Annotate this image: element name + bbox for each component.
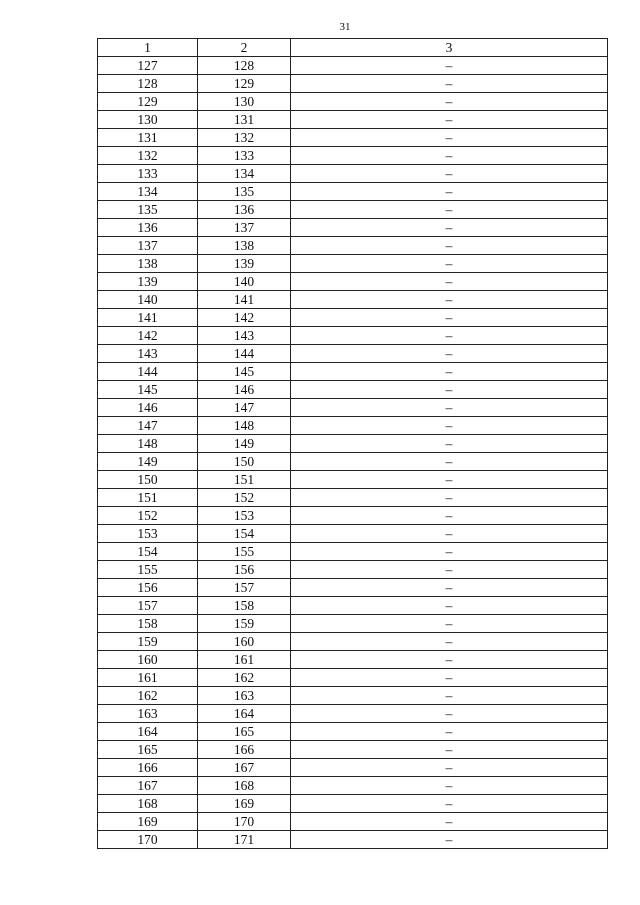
table-cell-col-3: – bbox=[291, 183, 608, 201]
table-cell-col-1: 131 bbox=[98, 129, 198, 147]
table-row bbox=[98, 453, 608, 471]
table-row bbox=[98, 759, 608, 777]
table-cell-col-3: – bbox=[291, 831, 608, 849]
table-cell-col-3: – bbox=[291, 111, 608, 129]
table-row bbox=[98, 111, 608, 129]
table-cell-col-3: – bbox=[291, 543, 608, 561]
table-cell-col-3: – bbox=[291, 381, 608, 399]
table-cell-col-1: 168 bbox=[98, 795, 198, 813]
table-row bbox=[98, 75, 608, 93]
table-cell-col-2: 140 bbox=[198, 273, 291, 291]
table-row bbox=[98, 615, 608, 633]
table-cell-col-2: 147 bbox=[198, 399, 291, 417]
table-cell-col-1: 130 bbox=[98, 111, 198, 129]
table-cell-col-1: 134 bbox=[98, 183, 198, 201]
page-number: 31 bbox=[339, 21, 351, 33]
table-cell-col-3: – bbox=[291, 309, 608, 327]
table-cell-col-3: – bbox=[291, 165, 608, 183]
table-cell-col-3: – bbox=[291, 435, 608, 453]
table-cell-col-2: 152 bbox=[198, 489, 291, 507]
table-cell-col-2: 130 bbox=[198, 93, 291, 111]
table-cell-col-2: 169 bbox=[198, 795, 291, 813]
table-cell-col-1: 133 bbox=[98, 165, 198, 183]
table-row bbox=[98, 597, 608, 615]
table-row bbox=[98, 165, 608, 183]
table-cell-col-2: 158 bbox=[198, 597, 291, 615]
table-cell-col-2: 132 bbox=[198, 129, 291, 147]
table-cell-col-3: – bbox=[291, 633, 608, 651]
table-cell-col-3: – bbox=[291, 525, 608, 543]
table-cell-col-2: 161 bbox=[198, 651, 291, 669]
table-row bbox=[98, 435, 608, 453]
table-cell-col-1: 150 bbox=[98, 471, 198, 489]
table-cell-col-3: – bbox=[291, 723, 608, 741]
table-cell-col-3: – bbox=[291, 507, 608, 525]
table-row bbox=[98, 705, 608, 723]
table-cell-col-2: 159 bbox=[198, 615, 291, 633]
table-cell-col-2: 145 bbox=[198, 363, 291, 381]
table-cell-col-1: 151 bbox=[98, 489, 198, 507]
table-row bbox=[98, 363, 608, 381]
table-row bbox=[98, 723, 608, 741]
table-cell-col-1: 167 bbox=[98, 777, 198, 795]
table-row bbox=[98, 579, 608, 597]
table-cell-col-3: – bbox=[291, 399, 608, 417]
table-cell-col-2: 154 bbox=[198, 525, 291, 543]
table-cell-col-3: – bbox=[291, 759, 608, 777]
table-row bbox=[98, 561, 608, 579]
table-cell-col-3: – bbox=[291, 741, 608, 759]
table-cell-col-3: – bbox=[291, 237, 608, 255]
table-cell-col-1: 166 bbox=[98, 759, 198, 777]
table-cell-col-3: – bbox=[291, 705, 608, 723]
table-cell-col-2: 156 bbox=[198, 561, 291, 579]
table-cell-col-2: 149 bbox=[198, 435, 291, 453]
table-cell-col-2: 139 bbox=[198, 255, 291, 273]
table-cell-col-2: 166 bbox=[198, 741, 291, 759]
table-cell-col-1: 159 bbox=[98, 633, 198, 651]
table-cell-col-1: 162 bbox=[98, 687, 198, 705]
table-cell-col-2: 148 bbox=[198, 417, 291, 435]
table-cell-col-2: 153 bbox=[198, 507, 291, 525]
table-cell-col-3: – bbox=[291, 453, 608, 471]
table-cell-col-1: 149 bbox=[98, 453, 198, 471]
table-cell-col-2: 155 bbox=[198, 543, 291, 561]
table-row bbox=[98, 327, 608, 345]
table-cell-col-2: 144 bbox=[198, 345, 291, 363]
table-cell-col-1: 156 bbox=[98, 579, 198, 597]
table-cell-col-3: – bbox=[291, 363, 608, 381]
table-row bbox=[98, 147, 608, 165]
table-cell-col-1: 161 bbox=[98, 669, 198, 687]
table-cell-col-3: – bbox=[291, 597, 608, 615]
table-cell-col-1: 142 bbox=[98, 327, 198, 345]
table-cell-col-1: 141 bbox=[98, 309, 198, 327]
table-cell-col-2: 171 bbox=[198, 831, 291, 849]
table-cell-col-3: – bbox=[291, 777, 608, 795]
table-cell-col-3: – bbox=[291, 327, 608, 345]
table-row bbox=[98, 795, 608, 813]
table-cell-col-1: 148 bbox=[98, 435, 198, 453]
table-cell-col-1: 169 bbox=[98, 813, 198, 831]
table-cell-col-1: 145 bbox=[98, 381, 198, 399]
table-cell-col-2: 134 bbox=[198, 165, 291, 183]
table-cell-col-1: 157 bbox=[98, 597, 198, 615]
table-cell-col-1: 135 bbox=[98, 201, 198, 219]
table-cell-col-2: 165 bbox=[198, 723, 291, 741]
table-cell-col-3: – bbox=[291, 651, 608, 669]
table-cell-col-3: – bbox=[291, 471, 608, 489]
table-row bbox=[98, 129, 608, 147]
table-row bbox=[98, 543, 608, 561]
table-row bbox=[98, 669, 608, 687]
column-header-2: 2 bbox=[198, 39, 291, 57]
column-header-3: 3 bbox=[291, 39, 608, 57]
table-row bbox=[98, 255, 608, 273]
table-cell-col-3: – bbox=[291, 345, 608, 363]
table-cell-col-1: 152 bbox=[98, 507, 198, 525]
table-cell-col-3: – bbox=[291, 561, 608, 579]
table-cell-col-1: 146 bbox=[98, 399, 198, 417]
table-cell-col-2: 142 bbox=[198, 309, 291, 327]
table-cell-col-1: 164 bbox=[98, 723, 198, 741]
table-cell-col-2: 136 bbox=[198, 201, 291, 219]
table-cell-col-3: – bbox=[291, 795, 608, 813]
table-cell-col-3: – bbox=[291, 201, 608, 219]
table-cell-col-2: 167 bbox=[198, 759, 291, 777]
table-cell-col-3: – bbox=[291, 579, 608, 597]
table-cell-col-3: – bbox=[291, 147, 608, 165]
table-row bbox=[98, 489, 608, 507]
table-cell-col-1: 128 bbox=[98, 75, 198, 93]
table-cell-col-1: 158 bbox=[98, 615, 198, 633]
table-cell-col-3: – bbox=[291, 417, 608, 435]
table-cell-col-2: 150 bbox=[198, 453, 291, 471]
table-body bbox=[98, 57, 608, 849]
table-cell-col-1: 138 bbox=[98, 255, 198, 273]
table-row bbox=[98, 633, 608, 651]
table-row bbox=[98, 219, 608, 237]
table-cell-col-3: – bbox=[291, 669, 608, 687]
table-cell-col-3: – bbox=[291, 489, 608, 507]
table-cell-col-1: 170 bbox=[98, 831, 198, 849]
table-row bbox=[98, 417, 608, 435]
table-cell-col-2: 162 bbox=[198, 669, 291, 687]
table-cell-col-3: – bbox=[291, 255, 608, 273]
table-row bbox=[98, 651, 608, 669]
table-cell-col-3: – bbox=[291, 129, 608, 147]
table-header bbox=[98, 39, 608, 57]
table-row bbox=[98, 741, 608, 759]
table-cell-col-1: 127 bbox=[98, 57, 198, 75]
table-cell-col-3: – bbox=[291, 57, 608, 75]
table-cell-col-2: 143 bbox=[198, 327, 291, 345]
table-cell-col-2: 131 bbox=[198, 111, 291, 129]
table-cell-col-2: 168 bbox=[198, 777, 291, 795]
table-row bbox=[98, 381, 608, 399]
table-cell-col-2: 138 bbox=[198, 237, 291, 255]
table-row bbox=[98, 57, 608, 75]
table-row bbox=[98, 273, 608, 291]
table-cell-col-2: 141 bbox=[198, 291, 291, 309]
table-row bbox=[98, 831, 608, 849]
table-cell-col-2: 129 bbox=[198, 75, 291, 93]
table-cell-col-3: – bbox=[291, 75, 608, 93]
table-cell-col-1: 155 bbox=[98, 561, 198, 579]
table-cell-col-1: 140 bbox=[98, 291, 198, 309]
table-row bbox=[98, 237, 608, 255]
table-row bbox=[98, 345, 608, 363]
table-cell-col-2: 151 bbox=[198, 471, 291, 489]
data-table bbox=[97, 38, 608, 849]
table-cell-col-2: 128 bbox=[198, 57, 291, 75]
header-row bbox=[98, 39, 608, 57]
table-cell-col-2: 163 bbox=[198, 687, 291, 705]
table-row bbox=[98, 507, 608, 525]
table-cell-col-3: – bbox=[291, 687, 608, 705]
table-row bbox=[98, 687, 608, 705]
table-cell-col-3: – bbox=[291, 93, 608, 111]
table-row bbox=[98, 777, 608, 795]
table-row bbox=[98, 93, 608, 111]
table-row bbox=[98, 309, 608, 327]
table-cell-col-2: 137 bbox=[198, 219, 291, 237]
table-cell-col-1: 139 bbox=[98, 273, 198, 291]
table-cell-col-1: 160 bbox=[98, 651, 198, 669]
table-row bbox=[98, 525, 608, 543]
table-cell-col-3: – bbox=[291, 615, 608, 633]
table-cell-col-1: 143 bbox=[98, 345, 198, 363]
table-row bbox=[98, 813, 608, 831]
table-cell-col-3: – bbox=[291, 813, 608, 831]
table-cell-col-3: – bbox=[291, 291, 608, 309]
table-cell-col-1: 163 bbox=[98, 705, 198, 723]
table-cell-col-1: 129 bbox=[98, 93, 198, 111]
table-cell-col-2: 133 bbox=[198, 147, 291, 165]
table-cell-col-1: 165 bbox=[98, 741, 198, 759]
table-cell-col-2: 170 bbox=[198, 813, 291, 831]
table-cell-col-1: 144 bbox=[98, 363, 198, 381]
table-cell-col-2: 146 bbox=[198, 381, 291, 399]
table-cell-col-1: 154 bbox=[98, 543, 198, 561]
table-cell-col-1: 137 bbox=[98, 237, 198, 255]
table-row bbox=[98, 183, 608, 201]
table-cell-col-1: 147 bbox=[98, 417, 198, 435]
table-cell-col-2: 164 bbox=[198, 705, 291, 723]
column-header-1: 1 bbox=[98, 39, 198, 57]
table-row bbox=[98, 471, 608, 489]
table-row bbox=[98, 201, 608, 219]
table-row bbox=[98, 399, 608, 417]
table-cell-col-3: – bbox=[291, 273, 608, 291]
table-cell-col-2: 160 bbox=[198, 633, 291, 651]
table-cell-col-2: 157 bbox=[198, 579, 291, 597]
table-cell-col-3: – bbox=[291, 219, 608, 237]
table-cell-col-1: 153 bbox=[98, 525, 198, 543]
table-cell-col-1: 136 bbox=[98, 219, 198, 237]
table-row bbox=[98, 291, 608, 309]
table-cell-col-2: 135 bbox=[198, 183, 291, 201]
table-cell-col-1: 132 bbox=[98, 147, 198, 165]
